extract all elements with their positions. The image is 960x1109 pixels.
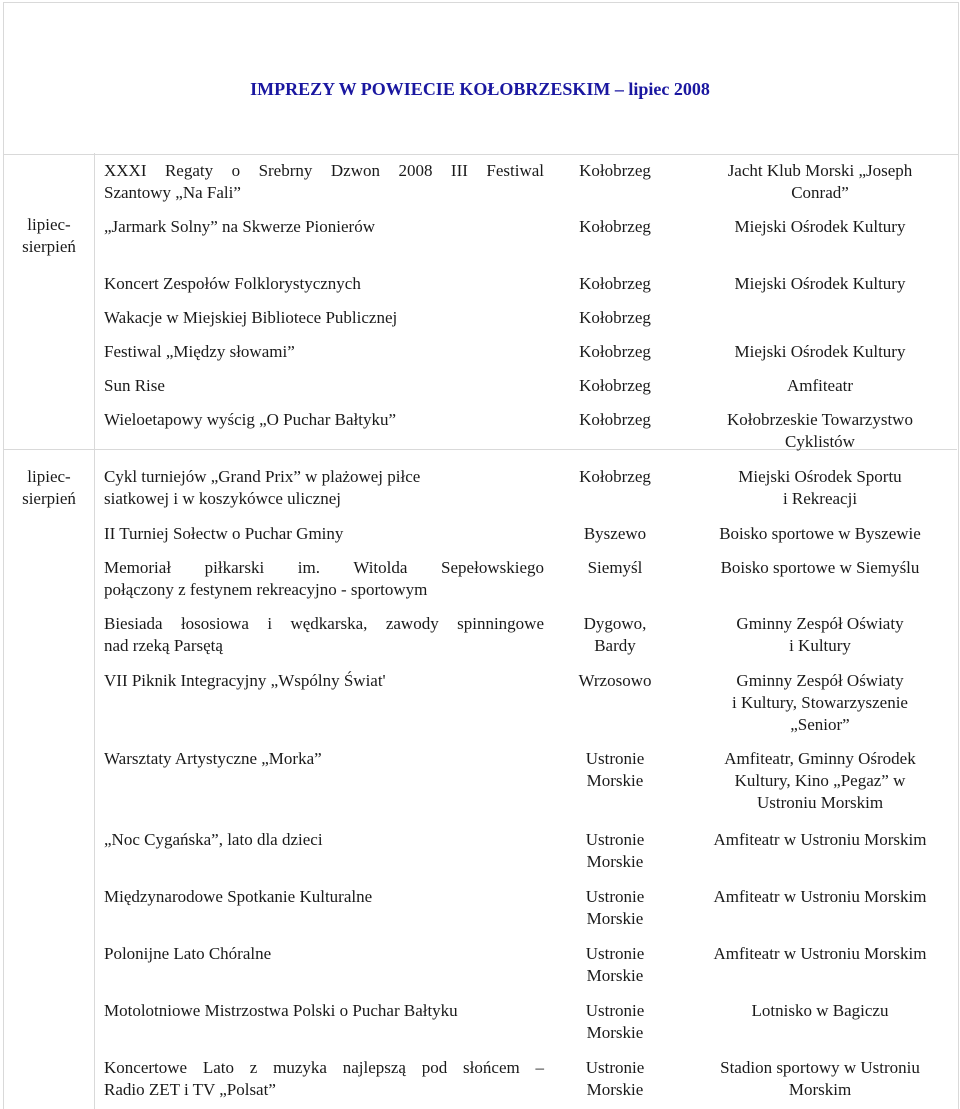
event-venue-line: Kultury, Kino „Pegaz” w — [734, 771, 906, 790]
document-title: IMPREZY W POWIECIE KOŁOBRZESKIM – lipiec 2008 — [250, 79, 710, 99]
event-place-line: Morskie — [586, 771, 644, 790]
event-place — [558, 273, 672, 295]
event-name — [104, 523, 544, 545]
event-place-line: Kołobrzeg — [579, 308, 651, 327]
period-label-line: sierpień — [22, 489, 76, 508]
event-venue-line: Kołobrzeskie Towarzystwo — [727, 410, 913, 429]
event-venue-line: Miejski Ośrodek Kultury — [734, 274, 906, 293]
period-label — [10, 466, 88, 510]
event-venue-line: Conrad” — [791, 183, 849, 202]
event-venue — [690, 273, 950, 295]
period-label — [10, 214, 88, 258]
event-venue-line: Morskim — [788, 1080, 852, 1099]
event-name-line: Motolotniowe Mistrzostwa Polski o Puchar Bałtyku — [104, 1001, 458, 1020]
event-name — [104, 886, 544, 908]
event-place — [558, 216, 672, 238]
event-venue — [690, 1057, 950, 1101]
event-venue — [690, 466, 950, 510]
event-venue-line: Amfiteatr w Ustroniu Morskim — [713, 887, 927, 906]
event-venue — [690, 670, 950, 736]
period-label-line: lipiec- — [27, 215, 71, 234]
event-place-line: Morskie — [586, 1023, 644, 1042]
event-name-line: Biesiada łososiowa i wędkarska, zawody spinningowe — [104, 614, 544, 633]
event-name-line: Wakacje w Miejskiej Bibliotece Publicznej — [104, 308, 398, 327]
event-name-line: Międzynarodowe Spotkanie Kulturalne — [104, 887, 373, 906]
event-name-line: „Jarmark Solny” na Skwerze Pionierów — [104, 217, 375, 236]
event-venue-line: Amfiteatr, Gminny Ośrodek — [724, 749, 916, 768]
event-place — [558, 523, 672, 545]
event-name — [104, 216, 544, 238]
event-place — [558, 1057, 672, 1101]
event-place-line: Bardy — [594, 636, 636, 655]
event-place-line: Ustronie — [585, 830, 645, 849]
event-name — [104, 466, 544, 510]
event-venue — [690, 523, 950, 545]
event-venue — [690, 886, 950, 908]
event-place-line: Kołobrzeg — [579, 410, 651, 429]
event-name — [104, 1000, 544, 1022]
event-name — [104, 307, 544, 329]
event-place — [558, 943, 672, 987]
event-venue-line: Miejski Ośrodek Kultury — [734, 342, 906, 361]
event-venue-line: Cyklistów — [785, 432, 855, 451]
event-place-line: Wrzosowo — [578, 671, 652, 690]
event-venue — [690, 829, 950, 851]
event-venue — [690, 557, 950, 579]
event-place — [558, 748, 672, 792]
event-name — [104, 273, 544, 295]
event-name-line: Festiwal „Między słowami” — [104, 342, 295, 361]
event-name — [104, 160, 544, 204]
event-name — [104, 943, 544, 965]
event-name — [104, 341, 544, 363]
event-name-line: VII Piknik Integracyjny „Wspólny Świat' — [104, 671, 386, 690]
event-place-line: Kołobrzeg — [579, 217, 651, 236]
event-name-line: Warsztaty Artystyczne „Morka” — [104, 749, 322, 768]
event-name-line: Polonijne Lato Chóralne — [104, 944, 272, 963]
event-place-line: Dygowo, — [583, 614, 647, 633]
event-venue-line: Miejski Ośrodek Kultury — [734, 217, 906, 236]
event-place — [558, 557, 672, 579]
event-name — [104, 375, 544, 397]
event-venue-line: i Rekreacji — [782, 489, 858, 508]
event-venue-line: „Senior” — [790, 715, 850, 734]
period-label-line: lipiec- — [27, 467, 71, 486]
event-venue-line: Gminny Zespół Oświaty — [736, 614, 904, 633]
event-place — [558, 375, 672, 397]
event-place-line: Kołobrzeg — [579, 274, 651, 293]
event-name-line: nad rzeką Parsętą — [104, 636, 223, 655]
event-venue-line: Boisko sportowe w Byszewie — [719, 524, 921, 543]
event-place — [558, 829, 672, 873]
event-venue-line: Jacht Klub Morski „Joseph — [727, 161, 913, 180]
event-venue — [690, 1000, 950, 1022]
event-name-line: Wieloetapowy wyścig „O Puchar Bałtyku” — [104, 410, 397, 429]
event-place-line: Morskie — [586, 966, 644, 985]
event-name-line: Koncertowe Lato z muzyka najlepszą pod słońcem – — [104, 1058, 544, 1077]
event-venue-line: Gminny Zespół Oświaty — [736, 671, 904, 690]
event-place — [558, 409, 672, 431]
event-place-line: Ustronie — [585, 1001, 645, 1020]
event-venue-line: Stadion sportowy w Ustroniu — [720, 1058, 920, 1077]
event-venue-line: Amfiteatr w Ustroniu Morskim — [713, 830, 927, 849]
event-name — [104, 409, 544, 431]
period-label-line: sierpień — [22, 237, 76, 256]
event-place — [558, 613, 672, 657]
event-venue — [690, 160, 950, 204]
event-name-line: „Noc Cygańska”, lato dla dzieci — [104, 830, 323, 849]
event-place-line: Ustronie — [585, 1058, 645, 1077]
event-name-line: Radio ZET i TV „Polsat” — [104, 1080, 276, 1099]
event-name-line: połączony z festynem rekreacyjno - sportowym — [104, 580, 428, 599]
event-venue-line: Amfiteatr — [786, 376, 854, 395]
event-place-line: Ustronie — [585, 749, 645, 768]
event-name-line: Cykl turniejów „Grand Prix” w plażowej piłce — [104, 467, 421, 486]
event-name — [104, 1057, 544, 1101]
event-place — [558, 886, 672, 930]
event-name-line: XXXI Regaty o Srebrny Dzwon 2008 III Festiwal — [104, 161, 544, 180]
event-place-line: Kołobrzeg — [579, 161, 651, 180]
event-name-line: siatkowej i w koszykówce ulicznej — [104, 489, 341, 508]
event-venue-line: Boisko sportowe w Siemyślu — [720, 558, 920, 577]
event-place-line: Kołobrzeg — [579, 342, 651, 361]
event-place — [558, 466, 672, 488]
event-place-line: Ustronie — [585, 944, 645, 963]
event-name — [104, 829, 544, 851]
event-place-line: Byszewo — [583, 524, 647, 543]
event-venue — [690, 748, 950, 814]
event-venue — [690, 613, 950, 657]
event-place — [558, 670, 672, 692]
event-venue-line: i Kultury — [789, 636, 851, 655]
event-venue-line: i Kultury, Stowarzyszenie — [732, 693, 908, 712]
event-venue — [690, 341, 950, 363]
event-place-line: Morskie — [586, 909, 644, 928]
event-venue — [690, 943, 950, 965]
event-venue — [690, 216, 950, 238]
event-place-line: Ustronie — [585, 887, 645, 906]
event-place-line: Morskie — [586, 852, 644, 871]
event-name — [104, 557, 544, 601]
event-name — [104, 613, 544, 657]
event-place — [558, 307, 672, 329]
event-place-line: Morskie — [586, 1080, 644, 1099]
event-place — [558, 1000, 672, 1044]
event-place — [558, 341, 672, 363]
event-venue-line: Amfiteatr w Ustroniu Morskim — [713, 944, 927, 963]
event-name-line: Koncert Zespołów Folklorystycznych — [104, 274, 361, 293]
event-place-line: Kołobrzeg — [579, 467, 651, 486]
event-name — [104, 748, 544, 770]
event-place — [558, 160, 672, 182]
event-venue-line: Lotnisko w Bagiczu — [751, 1001, 889, 1020]
event-name-line: Sun Rise — [104, 376, 165, 395]
event-name — [104, 670, 544, 692]
event-place-line: Siemyśl — [587, 558, 643, 577]
event-place-line: Kołobrzeg — [579, 376, 651, 395]
event-venue-line: Miejski Ośrodek Sportu — [738, 467, 902, 486]
event-name-line: Szantowy „Na Fali” — [104, 183, 241, 202]
period-column-divider — [94, 153, 95, 1109]
event-venue — [690, 409, 950, 453]
event-venue-line: Ustroniu Morskim — [756, 793, 884, 812]
event-name-line: II Turniej Sołectw o Puchar Gminy — [104, 524, 344, 543]
event-name-line: Memoriał piłkarski im. Witolda Sepełowskiego — [104, 558, 544, 577]
event-venue — [690, 375, 950, 397]
